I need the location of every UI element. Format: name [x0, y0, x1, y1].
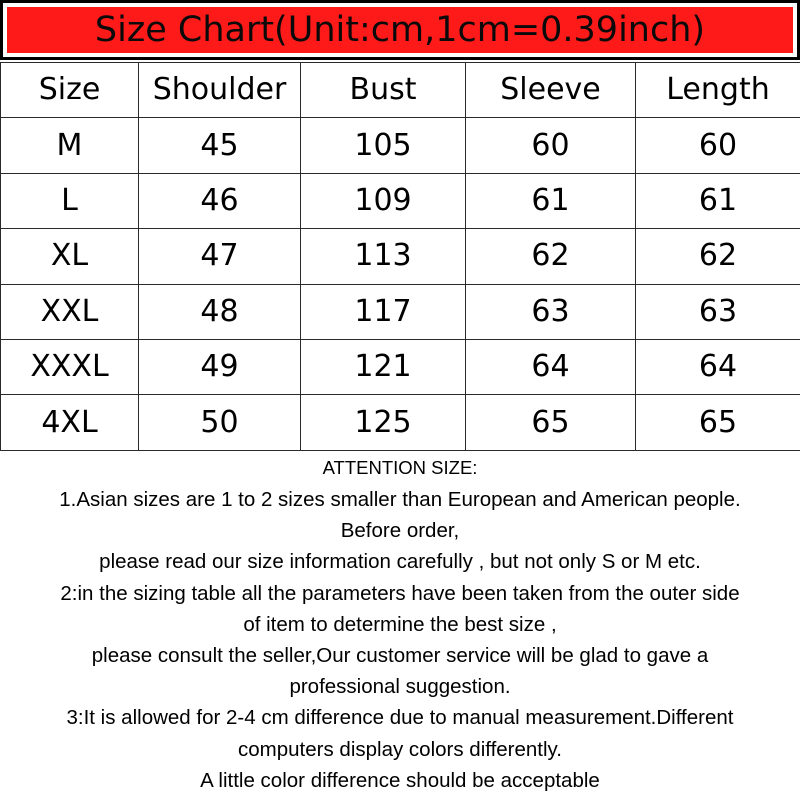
cell-size: M	[1, 118, 139, 173]
table-row	[1, 118, 800, 173]
cell-size: L	[1, 173, 139, 228]
cell-bust: 105	[301, 118, 466, 173]
cell-length: 61	[636, 173, 800, 228]
cell-sleeve: 65	[466, 395, 636, 450]
cell-bust: 125	[301, 395, 466, 450]
table-row	[1, 339, 800, 394]
table-row	[1, 173, 800, 228]
cell-sleeve: 60	[466, 118, 636, 173]
notes-line: please consult the seller,Our customer service will be glad to gave a	[91, 644, 709, 668]
size-table	[0, 62, 800, 451]
column-header-sleeve: Sleeve	[466, 63, 636, 118]
cell-size: 4XL	[1, 395, 139, 450]
cell-size: XXXL	[1, 339, 139, 394]
cell-size: XXL	[1, 284, 139, 339]
notes-line: A little color difference should be acceptable	[200, 768, 600, 792]
cell-bust: 113	[301, 229, 466, 284]
cell-size: XL	[1, 229, 139, 284]
cell-length: 60	[636, 118, 800, 173]
cell-length: 62	[636, 229, 800, 284]
attention-notes	[0, 452, 800, 800]
column-header-shoulder: Shoulder	[139, 63, 301, 118]
cell-shoulder: 49	[139, 339, 301, 394]
notes-line: Before order,	[340, 519, 460, 543]
header-background	[7, 7, 793, 53]
cell-bust: 121	[301, 339, 466, 394]
cell-length: 65	[636, 395, 800, 450]
page-title: Size Chart(Unit:cm,1cm=0.39inch)	[94, 10, 706, 50]
notes-line: 1.Asian sizes are 1 to 2 sizes smaller than European and American people.	[59, 488, 741, 511]
cell-bust: 109	[301, 173, 466, 228]
notes-heading: ATTENTION SIZE:	[322, 457, 478, 478]
column-header-size: Size	[1, 63, 139, 118]
table-row	[1, 229, 800, 284]
cell-shoulder: 46	[139, 173, 301, 228]
cell-shoulder: 50	[139, 395, 301, 450]
table-header-row	[1, 63, 800, 118]
cell-shoulder: 45	[139, 118, 301, 173]
column-header-length: Length	[636, 63, 800, 118]
cell-length: 64	[636, 339, 800, 394]
cell-sleeve: 62	[466, 229, 636, 284]
notes-line: please read our size information carefully , but not only S or M etc.	[99, 550, 701, 574]
table-row	[1, 284, 800, 339]
cell-sleeve: 64	[466, 339, 636, 394]
cell-bust: 117	[301, 284, 466, 339]
column-header-bust: Bust	[301, 63, 466, 118]
cell-sleeve: 63	[466, 284, 636, 339]
table-row	[1, 395, 800, 450]
notes-line: computers display colors differently.	[238, 737, 562, 761]
notes-line: of item to determine the best size ,	[243, 612, 557, 636]
cell-sleeve: 61	[466, 173, 636, 228]
notes-line: professional suggestion.	[289, 675, 511, 699]
header-bar	[0, 0, 800, 60]
notes-line: 3:It is allowed for 2-4 cm difference due to manual measurement.Different	[66, 706, 734, 730]
cell-shoulder: 47	[139, 229, 301, 284]
cell-length: 63	[636, 284, 800, 339]
notes-line: 2:in the sizing table all the parameters have been taken from the outer side	[60, 581, 740, 605]
cell-shoulder: 48	[139, 284, 301, 339]
